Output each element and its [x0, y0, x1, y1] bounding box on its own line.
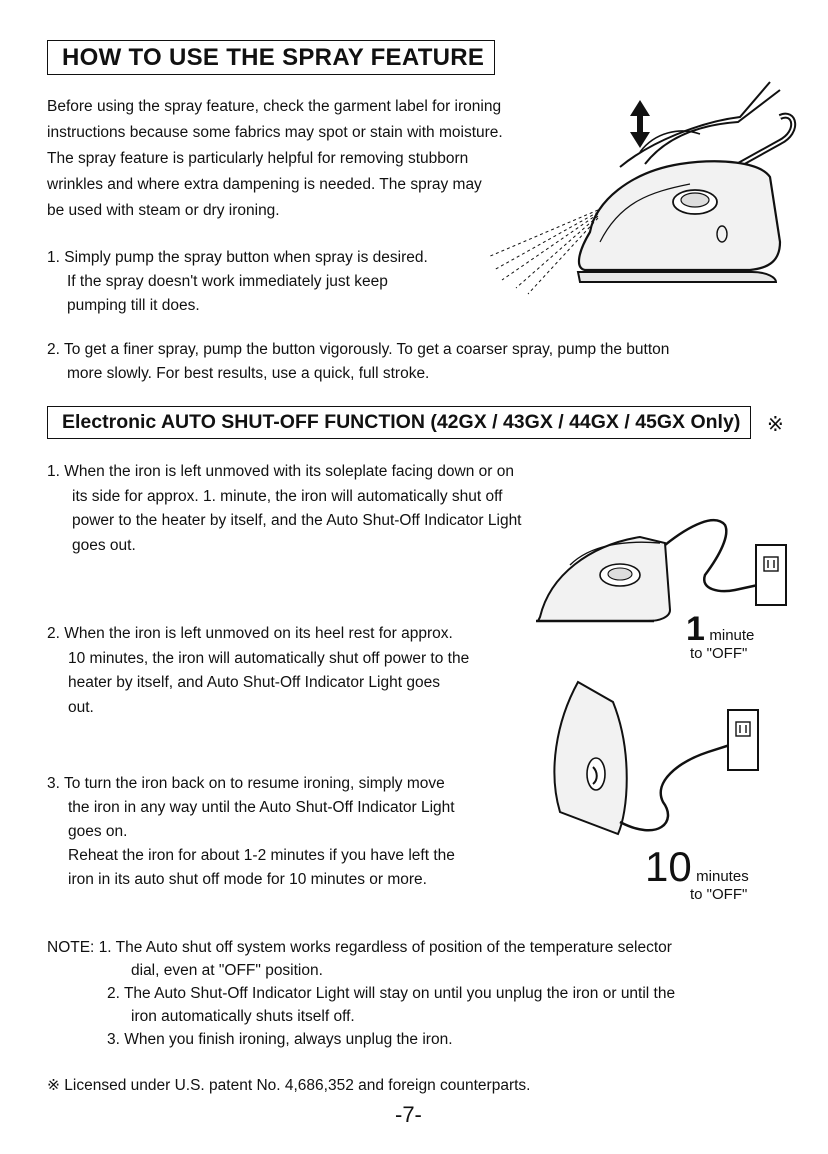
- text-line: iron in its auto shut off mode for 10 minutes or more.: [68, 871, 427, 888]
- caption-number: 1: [686, 610, 705, 648]
- text-line: 3. To turn the iron back on to resume ironing, simply move: [47, 775, 445, 792]
- note-line: 2. The Auto Shut-Off Indicator Light will stay on until you unplug the iron or until the: [107, 985, 676, 1002]
- text-line: Before using the spray feature, check the garment label for ironing: [47, 98, 502, 115]
- text-line: The spray feature is particularly helpful for removing stubborn: [47, 150, 469, 167]
- shutoff-step-3: [47, 772, 455, 892]
- patent-footnote: ※ Licensed under U.S. patent No. 4,686,352 and foreign counterparts.: [47, 1077, 531, 1094]
- reference-mark: ※: [767, 414, 784, 436]
- text-line: pumping till it does.: [67, 297, 200, 314]
- text-line: power to the heater by itself, and the Auto Shut-Off Indicator Light: [72, 512, 522, 529]
- shutoff-step-2: [47, 622, 469, 720]
- wall-outlet-icon: [756, 545, 786, 605]
- caption-unit: minutes: [696, 868, 749, 885]
- page-number: -7-: [395, 1102, 422, 1127]
- text-line: the iron in any way until the Auto Shut-Off Indicator Light: [68, 799, 455, 816]
- text-line: instructions because some fabrics may spot or stain with moisture.: [47, 124, 503, 141]
- note-line: dial, even at "OFF" position.: [131, 962, 323, 979]
- caption-number: 10: [645, 843, 692, 890]
- note-label: NOTE:: [47, 939, 95, 956]
- notes-block: [47, 936, 675, 1051]
- text-line: 2. To get a finer spray, pump the button vigorously. To get a coarser spray, pump the button: [47, 341, 670, 358]
- shutoff-step-1: [47, 460, 522, 558]
- text-line: 2. When the iron is left unmoved on its heel rest for approx.: [47, 625, 453, 642]
- caption-to-off: to "OFF": [690, 645, 748, 662]
- heading-text: Electronic AUTO SHUT-OFF FUNCTION (42GX / 43GX / 44GX / 45GX Only): [62, 411, 741, 433]
- text-line: be used with steam or dry ironing.: [47, 202, 280, 219]
- caption-10-minutes: [645, 843, 749, 890]
- section-heading-auto-shutoff: [47, 406, 751, 439]
- note-text: 1. The Auto shut off system works regardless of position of the temperature selector: [98, 939, 672, 956]
- spray-step-1: [47, 246, 428, 318]
- text-line: 1. When the iron is left unmoved with its soleplate facing down or on: [47, 463, 514, 480]
- note-line: [47, 936, 675, 959]
- text-line: 1. Simply pump the spray button when spray is desired.: [47, 249, 428, 266]
- text-line: more slowly. For best results, use a quick, full stroke.: [67, 365, 430, 382]
- caption-to-off: to "OFF": [690, 886, 748, 903]
- note-line: iron automatically shuts itself off.: [131, 1008, 355, 1025]
- pump-arrow-icon: [630, 100, 650, 148]
- text-line: If the spray doesn't work immediately just keep: [67, 273, 388, 290]
- note-line: 3. When you finish ironing, always unplug the iron.: [107, 1031, 453, 1048]
- text-line: out.: [68, 698, 94, 716]
- spray-step-2: [47, 338, 669, 386]
- text-line: Reheat the iron for about 1-2 minutes if you have left the: [68, 847, 455, 864]
- text-line: wrinkles and where extra dampening is needed. The spray may: [47, 176, 482, 193]
- section-heading-spray: HOW TO USE THE SPRAY FEATURE: [47, 40, 495, 75]
- wall-outlet-icon: [728, 710, 758, 770]
- iron-upright-illustration: [548, 672, 788, 842]
- text-line: goes out.: [72, 536, 136, 554]
- text-line: 10 minutes, the iron will automatically shut off power to the: [68, 649, 470, 667]
- caption-1-minute: [686, 612, 754, 646]
- text-line: its side for approx. 1. minute, the iron will automatically shut off: [72, 487, 503, 505]
- caption-unit: minute: [709, 627, 755, 644]
- text-line: goes on.: [68, 823, 128, 840]
- spray-intro: [47, 94, 503, 224]
- text-line: heater by itself, and Auto Shut-Off Indicator Light goes: [68, 674, 440, 691]
- iron-flat-illustration: [530, 505, 790, 625]
- spray-iron-illustration: [480, 72, 810, 297]
